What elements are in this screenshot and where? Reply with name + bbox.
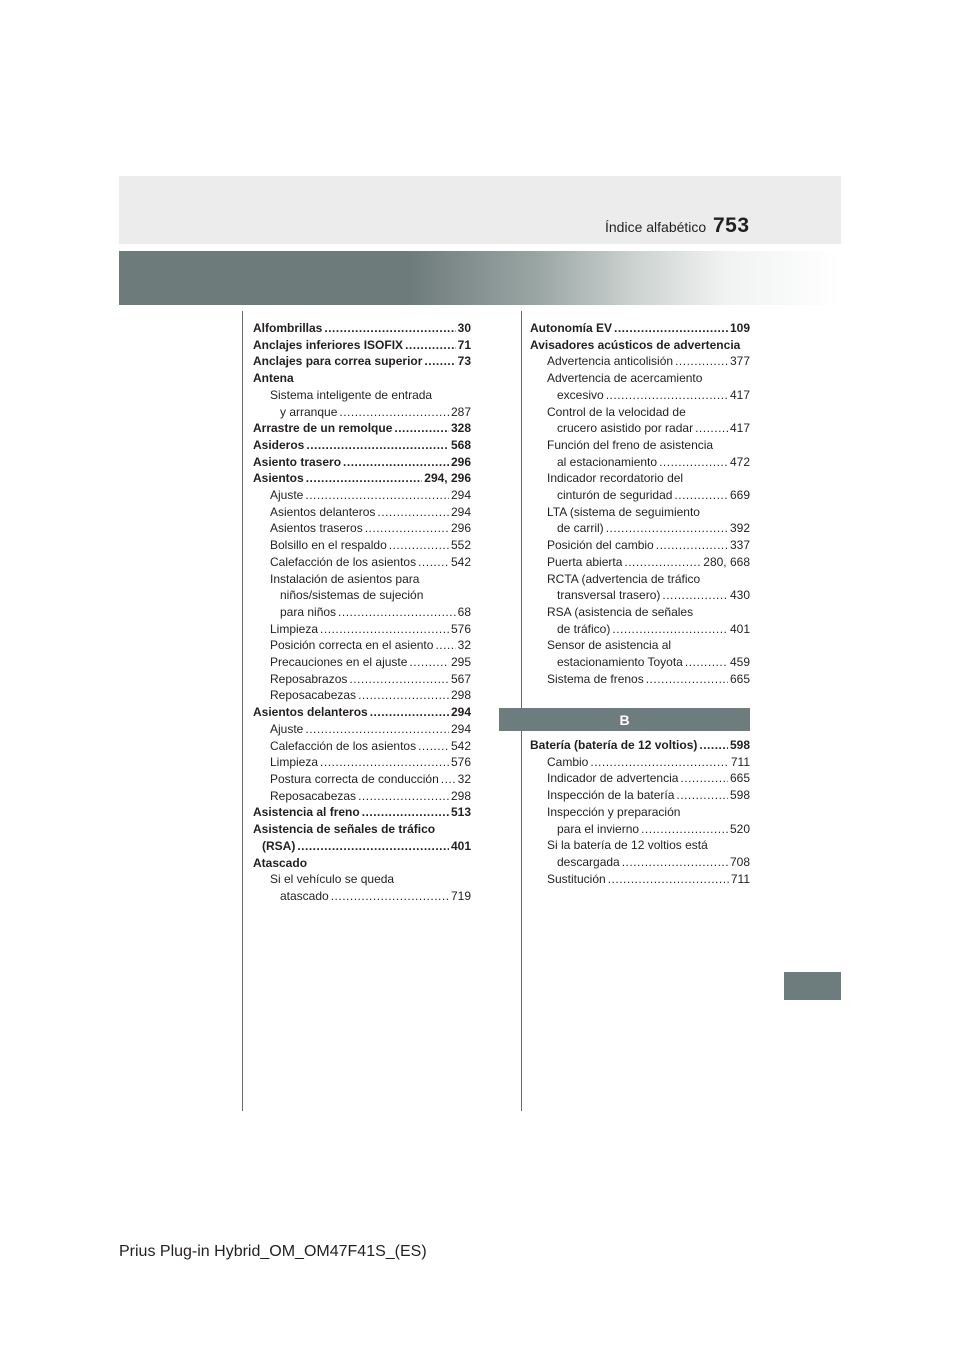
index-entry	[530, 353, 750, 370]
index-entry-text: Ajuste	[270, 721, 304, 736]
index-column-right-a	[530, 320, 750, 687]
index-entry	[530, 804, 750, 821]
dot-leader	[608, 871, 729, 888]
index-entry	[530, 554, 750, 571]
dot-leader	[656, 537, 728, 554]
index-entry	[530, 387, 750, 404]
index-entry-text: Posición del cambio	[547, 538, 654, 553]
index-entry-page: 298	[450, 688, 471, 703]
index-entry	[253, 637, 471, 654]
index-entry-page: 576	[450, 621, 471, 636]
index-entry-text: para el invierno	[557, 821, 640, 836]
index-entry	[253, 604, 471, 621]
left-column-rule	[242, 311, 243, 1111]
index-entry-text: Asistencia al freno	[253, 805, 360, 820]
dot-leader	[646, 671, 728, 688]
index-entry	[253, 370, 471, 387]
index-entry	[253, 671, 471, 688]
dot-leader	[377, 504, 449, 521]
index-entry-text: Instalación de asientos para	[270, 571, 420, 586]
index-entry	[530, 571, 750, 588]
index-entry-page: 298	[450, 788, 471, 803]
index-entry	[253, 487, 471, 504]
dot-leader	[358, 687, 449, 704]
index-entry	[253, 420, 471, 437]
chapter-tab	[784, 972, 841, 1000]
index-entry-page: 68	[457, 604, 471, 619]
index-entry	[530, 754, 750, 771]
index-entry-page: 73	[457, 354, 471, 369]
dot-leader	[306, 470, 423, 487]
index-entry-text: Función del freno de asistencia	[547, 437, 714, 452]
dot-leader	[590, 754, 729, 771]
index-entry-text: Inspección de la batería	[547, 788, 675, 803]
index-entry	[253, 537, 471, 554]
index-entry-text: de tráfico)	[557, 621, 611, 636]
index-entry-page: 294	[450, 488, 471, 503]
index-entry-text: Calefacción de los asientos	[270, 554, 417, 569]
index-entry-page: 417	[729, 387, 750, 402]
dot-leader	[394, 420, 449, 437]
index-entry-page: 337	[729, 538, 750, 553]
dot-leader	[676, 787, 728, 804]
index-entry	[253, 504, 471, 521]
index-entry-text: Asideros	[253, 437, 305, 452]
index-entry	[253, 855, 471, 872]
index-entry-page: 295	[450, 655, 471, 670]
index-entry-page: 472	[729, 454, 750, 469]
index-entry	[530, 587, 750, 604]
dot-leader	[641, 821, 728, 838]
index-entry-page: 32	[457, 771, 471, 786]
index-entry	[530, 454, 750, 471]
index-entry-text: Limpieza	[270, 755, 319, 770]
index-entry-text: Reposacabezas	[270, 788, 357, 803]
index-entry-text: Cambio	[547, 754, 589, 769]
index-entry-text: Limpieza	[270, 621, 319, 636]
index-entry	[253, 788, 471, 805]
dot-leader	[370, 704, 449, 721]
index-entry-page: 552	[450, 538, 471, 553]
index-entry	[253, 587, 471, 604]
index-entry-page: 542	[450, 738, 471, 753]
dot-leader	[418, 738, 449, 755]
index-entry	[253, 437, 471, 454]
index-entry-text: Ajuste	[270, 488, 304, 503]
index-entry	[253, 687, 471, 704]
index-entry-text: crucero asistido por radar	[557, 421, 694, 436]
index-entry-text: Asientos traseros	[270, 521, 363, 536]
index-entry-page: 401	[729, 621, 750, 636]
index-entry	[253, 754, 471, 771]
index-entry-text: Asistencia de señales de tráfico	[253, 822, 436, 837]
index-entry-page: 576	[450, 755, 471, 770]
index-entry-page: 567	[450, 671, 471, 686]
index-entry-page: 328	[450, 421, 471, 436]
dot-leader	[389, 537, 449, 554]
dot-leader	[349, 671, 449, 688]
index-entry-text: Atascado	[253, 855, 308, 870]
index-entry-page: 71	[457, 337, 471, 352]
index-entry-text: Postura correcta de conducción	[270, 771, 439, 786]
index-entry-text: Batería (batería de 12 voltios)	[530, 738, 698, 752]
index-entry-text: Asientos delanteros	[253, 705, 368, 720]
index-entry	[253, 821, 471, 838]
index-entry	[530, 637, 750, 654]
index-entry-text: Bolsillo en el respaldo	[270, 538, 387, 553]
index-entry-text: atascado	[280, 888, 329, 903]
index-entry-page: 294	[450, 705, 471, 720]
index-entry	[253, 804, 471, 821]
index-entry-page: 294, 296	[424, 471, 471, 486]
dot-leader	[606, 387, 728, 404]
index-entry-page: 665	[729, 771, 750, 786]
dot-leader	[674, 487, 728, 504]
index-entry	[530, 504, 750, 521]
dot-leader	[675, 353, 728, 370]
dot-leader	[320, 621, 449, 638]
index-entry	[530, 654, 750, 671]
dot-leader	[685, 654, 728, 671]
index-entry	[530, 621, 750, 638]
page-number: 753	[713, 214, 750, 237]
index-entry	[253, 470, 471, 487]
header-gradient-bar	[119, 251, 841, 305]
dot-leader	[405, 337, 456, 354]
index-entry	[530, 370, 750, 387]
index-entry-page: 377	[729, 354, 750, 369]
index-entry-text: Precauciones en el ajuste	[270, 655, 408, 670]
index-entry-page: 30	[457, 321, 471, 335]
index-entry	[253, 838, 471, 855]
index-entry-page: 32	[457, 638, 471, 653]
index-entry-text: Indicador recordatorio del	[547, 471, 684, 486]
index-entry-page: 401	[450, 838, 471, 853]
index-entry-text: (RSA)	[262, 838, 296, 853]
index-entry	[253, 871, 471, 888]
index-entry-text: Asiento trasero	[253, 454, 342, 469]
index-entry	[530, 821, 750, 838]
index-entry	[530, 837, 750, 854]
index-entry-text: Inspección y preparación	[547, 804, 681, 819]
index-entry-text: y arranque	[280, 404, 338, 419]
dot-leader	[324, 320, 455, 337]
index-entry-page: 430	[729, 588, 750, 603]
index-column-right-b	[530, 737, 750, 887]
index-entry-page: 280, 668	[703, 554, 750, 569]
index-entry-page: 598	[729, 788, 750, 803]
dot-leader	[622, 854, 728, 871]
index-entry-text: Posición correcta en el asiento	[270, 638, 434, 653]
index-entry-text: Reposabrazos	[270, 671, 348, 686]
index-entry-text: Puerta abierta	[547, 554, 623, 569]
index-entry	[530, 770, 750, 787]
dot-leader	[305, 487, 449, 504]
index-entry-page: 109	[729, 321, 750, 335]
index-entry	[530, 520, 750, 537]
index-entry	[253, 571, 471, 588]
dot-leader	[424, 353, 455, 370]
index-entry-text: Avisadores acústicos de advertencia	[530, 337, 741, 352]
index-entry	[253, 738, 471, 755]
index-entry-page: 669	[729, 488, 750, 503]
index-entry-text: Arrastre de un remolque	[253, 421, 393, 436]
index-entry-page: 568	[450, 437, 471, 452]
index-entry	[530, 604, 750, 621]
index-entry	[530, 437, 750, 454]
index-entry	[253, 520, 471, 537]
index-entry	[530, 487, 750, 504]
index-entry-page: 719	[450, 888, 471, 903]
index-entry-page: 711	[730, 754, 750, 769]
dot-leader	[435, 637, 455, 654]
index-entry	[253, 621, 471, 638]
index-entry	[253, 404, 471, 421]
index-entry-text: Reposacabezas	[270, 688, 357, 703]
index-entry-text: niños/sistemas de sujeción	[280, 588, 424, 603]
index-entry-text: LTA (sistema de seguimiento	[547, 504, 700, 519]
dot-leader	[659, 454, 728, 471]
index-entry-text: Autonomía EV	[530, 321, 613, 335]
dot-leader	[331, 888, 449, 905]
index-entry-page: 294	[450, 721, 471, 736]
index-entry-page: 711	[730, 871, 750, 886]
index-entry-text: Asientos	[253, 471, 304, 486]
dot-leader	[362, 804, 449, 821]
index-entry	[530, 737, 750, 754]
index-entry	[253, 721, 471, 738]
index-entry	[530, 470, 750, 487]
index-entry	[253, 554, 471, 571]
index-entry	[530, 420, 750, 437]
index-entry-text: Control de la velocidad de	[547, 404, 686, 419]
index-entry-text: Advertencia de acercamiento	[547, 371, 703, 386]
dot-leader	[680, 770, 728, 787]
index-entry-page: 392	[729, 521, 750, 536]
index-entry-text: Sistema inteligente de entrada	[270, 387, 433, 402]
index-entry-page: 598	[729, 738, 750, 752]
dot-leader	[365, 520, 449, 537]
dot-leader	[418, 554, 449, 571]
index-entry	[530, 854, 750, 871]
index-entry-text: Sustitución	[547, 871, 606, 886]
index-entry	[253, 387, 471, 404]
index-entry	[253, 771, 471, 788]
index-entry-text: de carril)	[557, 521, 604, 536]
dot-leader	[441, 771, 456, 788]
index-entry	[253, 337, 471, 354]
index-entry	[530, 787, 750, 804]
index-entry-page: 459	[729, 655, 750, 670]
index-entry-page: 294	[450, 504, 471, 519]
index-entry	[530, 871, 750, 888]
dot-leader	[297, 838, 449, 855]
index-entry	[253, 454, 471, 471]
index-entry-page: 417	[729, 421, 750, 436]
index-entry	[530, 671, 750, 688]
index-entry-page: 542	[450, 554, 471, 569]
index-entry-text: Si la batería de 12 voltios está	[547, 838, 708, 853]
index-entry	[253, 320, 471, 337]
index-entry-text: cinturón de seguridad	[557, 488, 673, 503]
index-entry-page: 520	[729, 821, 750, 836]
index-entry-text: estacionamiento Toyota	[557, 655, 683, 670]
dot-leader	[358, 788, 449, 805]
index-entry	[253, 888, 471, 905]
index-entry-text: RCTA (advertencia de tráfico	[547, 571, 701, 586]
index-entry-text: al estacionamiento	[557, 454, 658, 469]
index-entry-page: 708	[729, 854, 750, 869]
dot-leader	[699, 737, 728, 754]
index-entry-text: Calefacción de los asientos	[270, 738, 417, 753]
index-entry-text: Antena	[253, 371, 294, 386]
index-entry-page: 665	[729, 671, 750, 686]
dot-leader	[409, 654, 449, 671]
index-entry-page: 296	[450, 521, 471, 536]
dot-leader	[612, 621, 728, 638]
index-entry	[253, 704, 471, 721]
dot-leader	[614, 320, 728, 337]
section-title: Índice alfabético	[605, 219, 707, 235]
letter-header-b: B	[499, 708, 750, 731]
index-column-left	[253, 320, 471, 905]
index-entry-text: excesivo	[557, 387, 604, 402]
index-entry	[530, 337, 750, 354]
index-entry-text: Advertencia anticolisión	[547, 354, 674, 369]
index-entry	[253, 654, 471, 671]
index-entry-page: 296	[450, 454, 471, 469]
index-entry-text: Alfombrillas	[253, 321, 323, 335]
dot-leader	[320, 754, 449, 771]
index-entry-text: Asientos delanteros	[270, 504, 376, 519]
index-entry	[253, 353, 471, 370]
index-entry	[530, 320, 750, 337]
index-entry-text: Si el vehículo se queda	[270, 872, 395, 887]
dot-leader	[305, 721, 449, 738]
index-entry-page: 513	[450, 805, 471, 820]
dot-leader	[306, 437, 449, 454]
index-entry-page: 287	[450, 404, 471, 419]
index-entry	[530, 404, 750, 421]
footer-document-id: Prius Plug-in Hybrid_OM_OM47F41S_(ES)	[119, 1243, 427, 1260]
dot-leader	[624, 554, 701, 571]
dot-leader	[339, 404, 449, 421]
dot-leader	[338, 604, 456, 621]
index-entry-text: Indicador de advertencia	[547, 771, 679, 786]
index-entry-text: Anclajes para correa superior	[253, 354, 423, 369]
index-entry-text: Sistema de frenos	[547, 671, 644, 686]
dot-leader	[606, 520, 728, 537]
index-entry-text: transversal trasero)	[557, 588, 661, 603]
index-entry-text: RSA (asistencia de señales	[547, 604, 694, 619]
dot-leader	[343, 454, 449, 471]
dot-leader	[695, 420, 728, 437]
index-entry-text: Anclajes inferiores ISOFIX	[253, 337, 404, 352]
index-entry-text: Sensor de asistencia al	[547, 638, 672, 653]
dot-leader	[662, 587, 728, 604]
index-entry	[530, 537, 750, 554]
index-entry-text: para niños	[280, 604, 337, 619]
index-entry-text: descargada	[557, 854, 620, 869]
